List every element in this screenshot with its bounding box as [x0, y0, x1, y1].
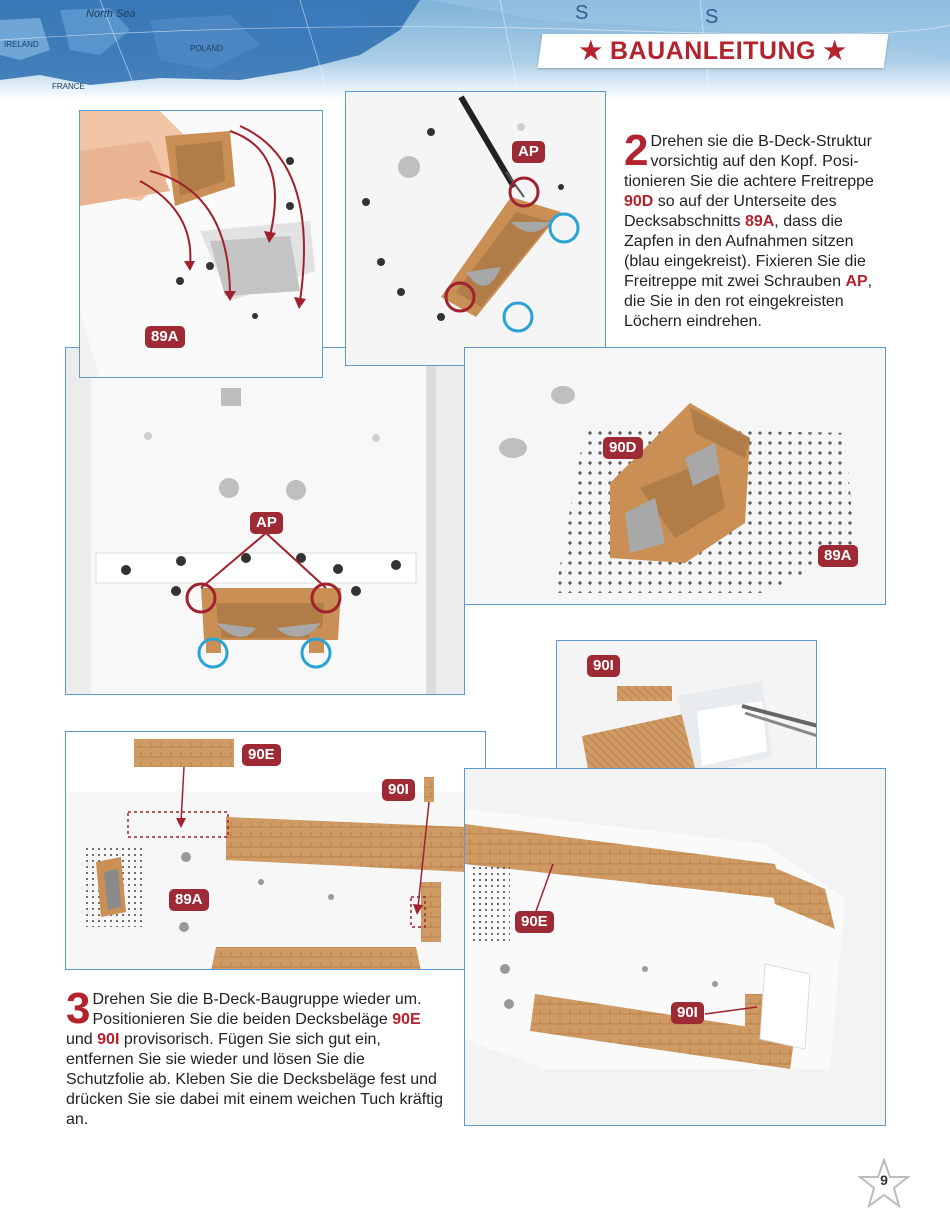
page-number: 9: [880, 1172, 888, 1188]
finished-deck-illustration: [465, 769, 886, 1126]
step-text: provisorisch. Fügen Sie sich gut ein, entfernen Sie sie wieder und lösen Sie die Schutzfolie ab. Kleben Sie die Decksbeläge fest und drücken Sie sie dabei mit einem weichen Tuch kräftig an.: [66, 1031, 444, 1128]
map-label: IRELAND: [4, 40, 39, 49]
part-ref: 90E: [392, 1011, 421, 1028]
page-title-text: BAUANLEITUNG: [610, 37, 816, 65]
map-label: North Sea: [86, 8, 136, 20]
part-label-90e: 90E: [515, 911, 554, 933]
part-ref: 90I: [97, 1031, 120, 1048]
part-label-90e: 90E: [242, 744, 281, 766]
step-text: Drehen sie die B-Deck-Struktur vorsichtig auf den Kopf. Positionieren Sie die achtere Freitreppe: [624, 133, 874, 190]
step-2-instructions: [624, 126, 890, 332]
part-label-89a: 89A: [818, 545, 858, 567]
step-text: , die Sie in den rot eingekreisten Löchern eindrehen.: [624, 273, 873, 330]
step-number: 2: [624, 126, 649, 175]
map-label: FRANCE: [52, 82, 85, 91]
star-icon: ★: [823, 37, 847, 65]
page-title: [540, 34, 886, 68]
photo-step2-underside-screws: [65, 347, 465, 695]
part-ref: 90D: [624, 193, 654, 210]
step-3-instructions: [66, 984, 444, 1130]
step-text: und: [66, 1031, 98, 1048]
part-label-90d: 90D: [603, 437, 643, 459]
step-text: so auf der Unterseite des Decksabschnitts: [624, 193, 837, 230]
photo-step2-screwdriver: [345, 91, 606, 366]
part-label-ap: AP: [512, 141, 545, 163]
part-label-ap: AP: [250, 512, 283, 534]
part-label-90i: 90I: [587, 655, 620, 677]
part-label-90i: 90I: [671, 1002, 704, 1024]
photo-step2-place-stairs: [79, 110, 323, 378]
hand-stairs-illustration: [80, 111, 323, 378]
part-label-89a: 89A: [169, 889, 209, 911]
star-icon: ★: [579, 37, 603, 65]
part-ref: 89A: [744, 213, 775, 230]
map-label: POLAND: [190, 44, 223, 53]
photo-step3-finished: [464, 768, 886, 1126]
photo-step3-placement: [65, 731, 486, 970]
part-label-90i: 90I: [382, 779, 415, 801]
photo-step2-stairs-fitted: [464, 347, 886, 605]
map-label: S: [575, 2, 589, 24]
step-number: 3: [66, 984, 91, 1033]
part-label-89a: 89A: [145, 326, 185, 348]
step-text: Drehen Sie die B-Deck-Baugruppe wieder um. Positionieren Sie die beiden Decksbeläge: [92, 991, 422, 1028]
screwdriver-illustration: [346, 92, 606, 366]
deck-placement-illustration: [66, 732, 486, 970]
map-label: S: [705, 6, 719, 28]
part-ref: AP: [845, 273, 868, 290]
step-text: , dass die Zapfen in den Aufnahmen sitzen (blau eingekreist). Fixieren Sie die Freitreppe mit zwei Schrauben: [624, 213, 866, 290]
